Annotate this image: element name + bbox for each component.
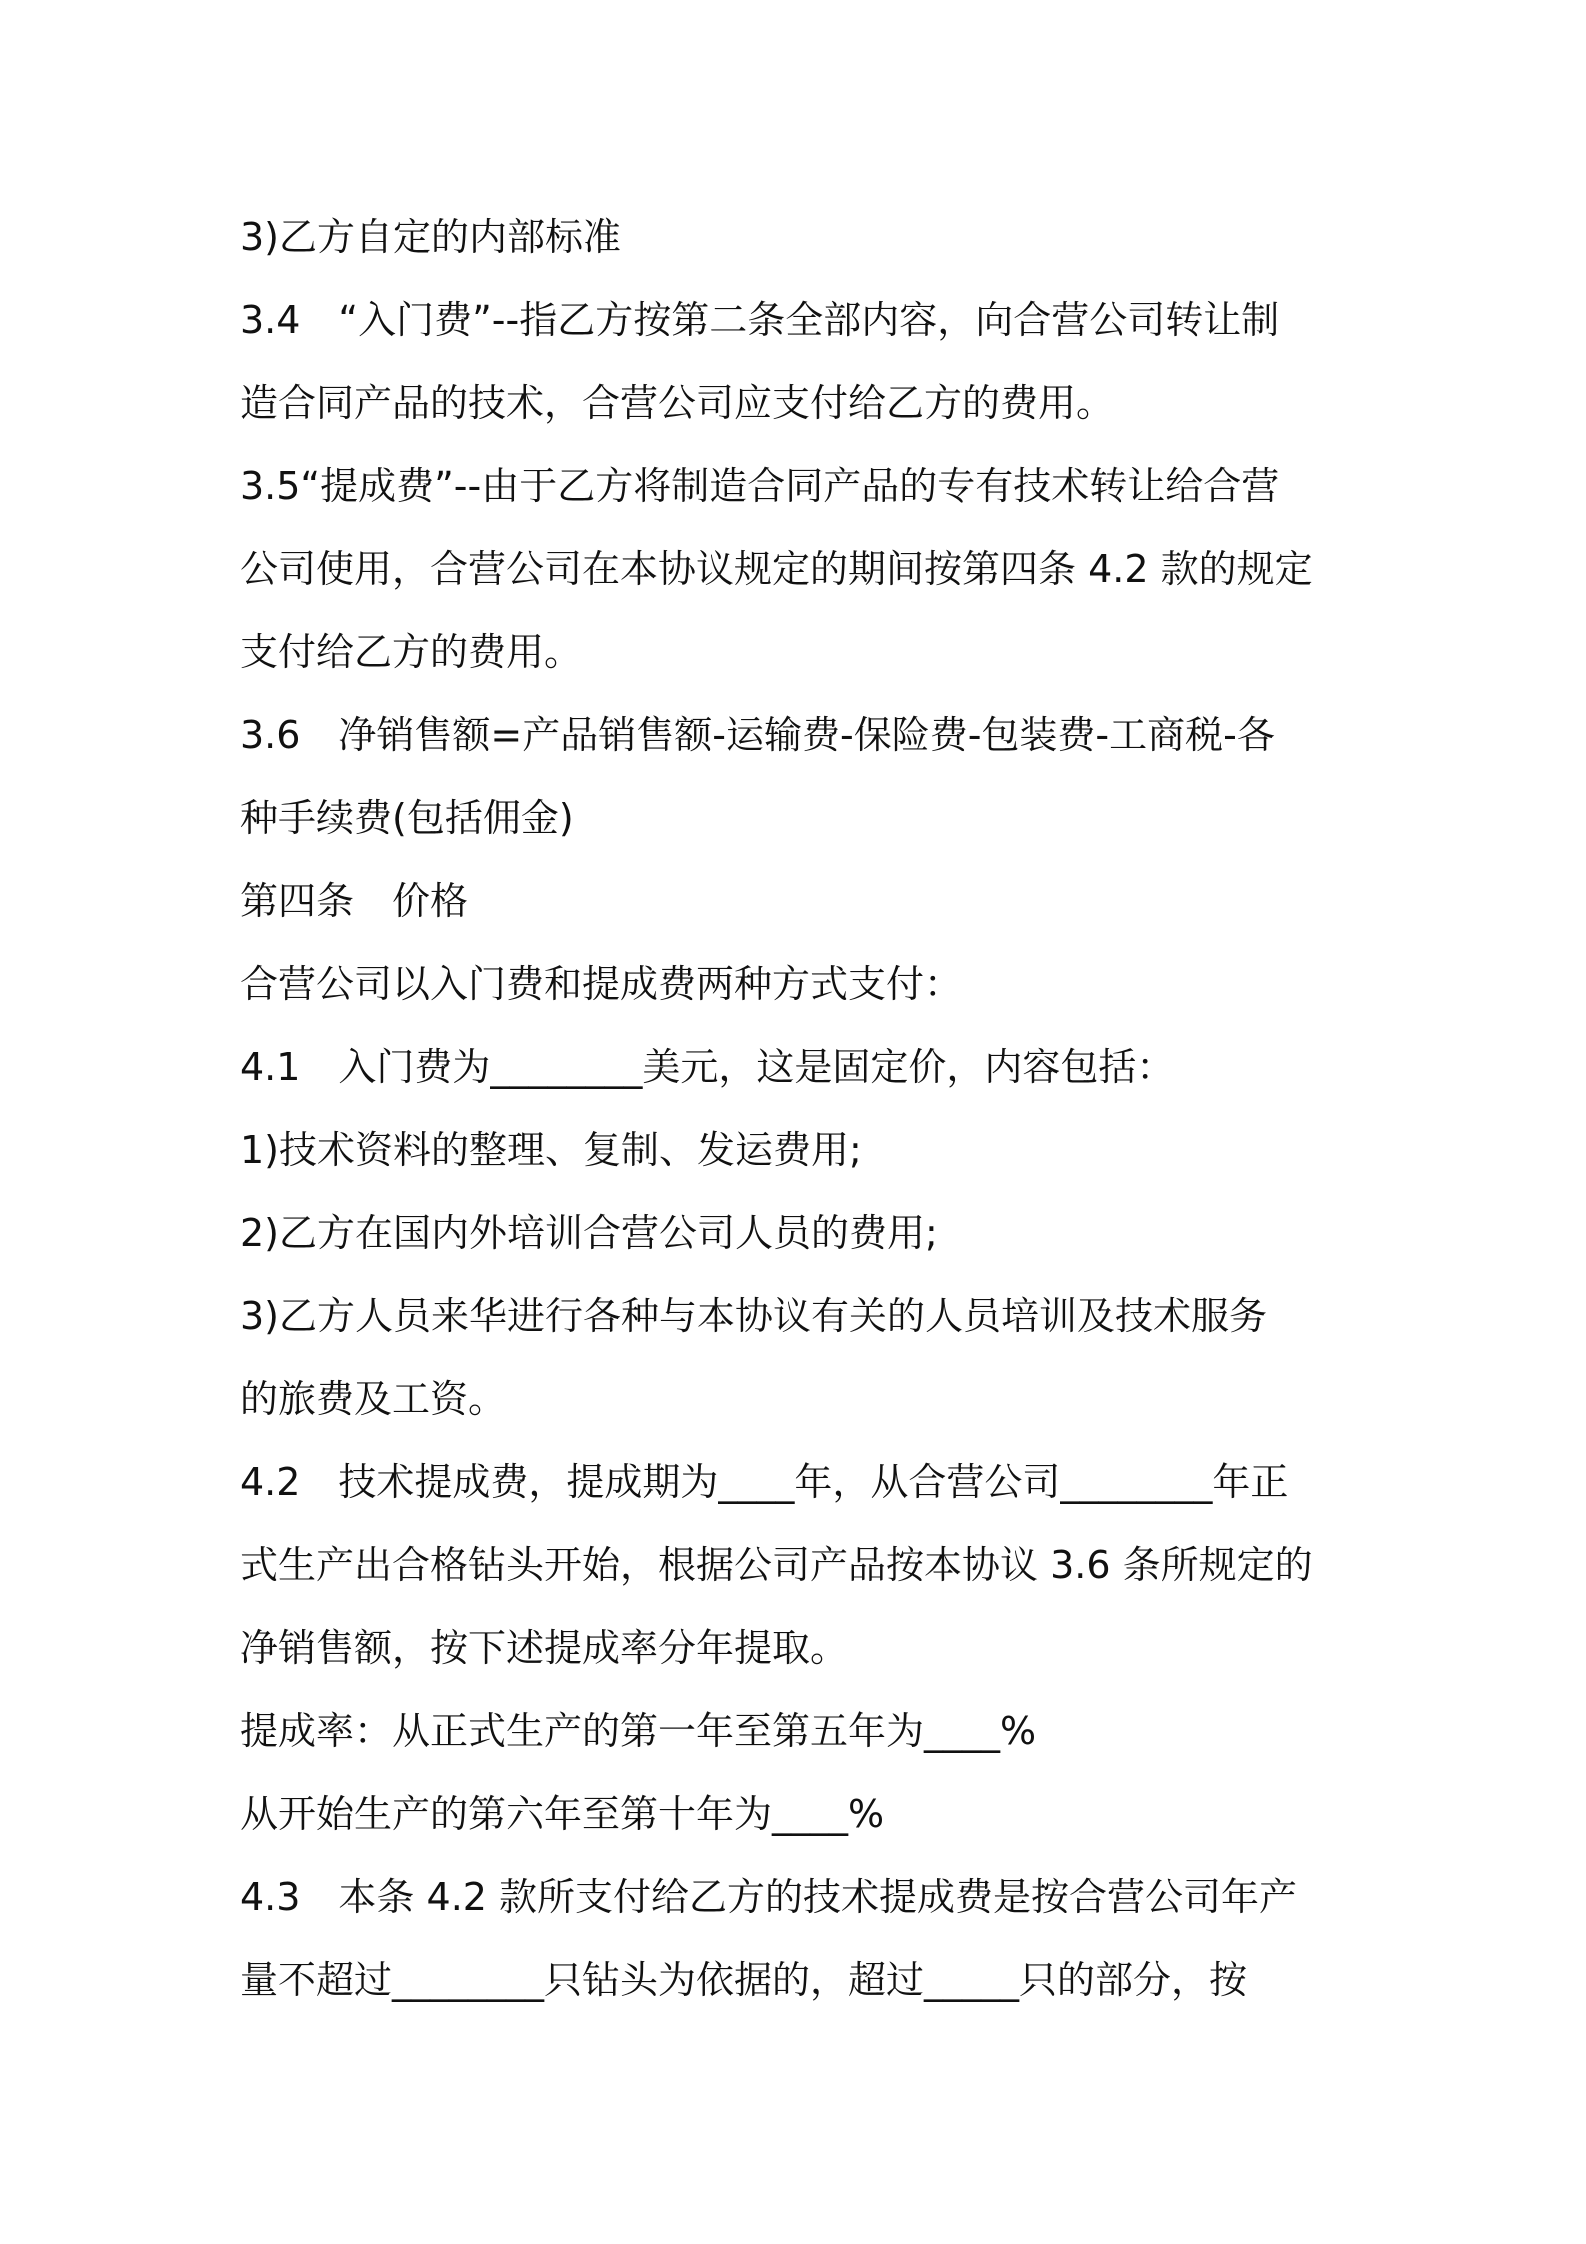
text-line: 支付给乙方的费用。 — [240, 630, 583, 674]
section-heading: 第四条 价格 — [240, 879, 469, 923]
text-line: 1)技术资料的整理、复制、发运费用; — [240, 1128, 862, 1172]
text-line: 2)乙方在国内外培训合营公司人员的费用; — [240, 1211, 938, 1255]
text-line: 3.5“提成费”--由于乙方将制造合同产品的专有技术转让给合营 — [240, 464, 1280, 508]
text-line: 4.1 入门费为________美元，这是固定价，内容包括： — [240, 1045, 1175, 1089]
text-line: 4.3 本条 4.2 款所支付给乙方的技术提成费是按合营公司年产 — [240, 1875, 1298, 1919]
text-line: 的旅费及工资。 — [240, 1377, 507, 1421]
text-line: 3)乙方自定的内部标准 — [240, 215, 622, 259]
text-line: 公司使用，合营公司在本协议规定的期间按第四条 4.2 款的规定 — [240, 547, 1313, 591]
text-line: 式生产出合格钻头开始，根据公司产品按本协议 3.6 条所规定的 — [240, 1543, 1313, 1587]
text-line: 净销售额，按下述提成率分年提取。 — [240, 1626, 849, 1670]
text-line: 3.6 净销售额=产品销售额-运输费-保险费-包装费-工商税-各 — [240, 713, 1275, 757]
text-line: 合营公司以入门费和提成费两种方式支付： — [240, 962, 963, 1006]
text-line: 4.2 技术提成费，提成期为____年，从合营公司________年正 — [240, 1460, 1289, 1504]
text-line: 3.4 “入门费”--指乙方按第二条全部内容，向合营公司转让制 — [240, 298, 1280, 342]
text-line: 从开始生产的第六年至第十年为____% — [240, 1792, 885, 1836]
text-line: 提成率：从正式生产的第一年至第五年为____% — [240, 1709, 1037, 1753]
contract-text — [240, 196, 1360, 2022]
text-line: 量不超过________只钻头为依据的，超过_____只的部分，按 — [240, 1958, 1248, 2002]
text-line: 种手续费(包括佣金) — [240, 796, 574, 840]
text-line: 3)乙方人员来华进行各种与本协议有关的人员培训及技术服务 — [240, 1294, 1268, 1338]
text-line: 造合同产品的技术，合营公司应支付给乙方的费用。 — [240, 381, 1115, 425]
